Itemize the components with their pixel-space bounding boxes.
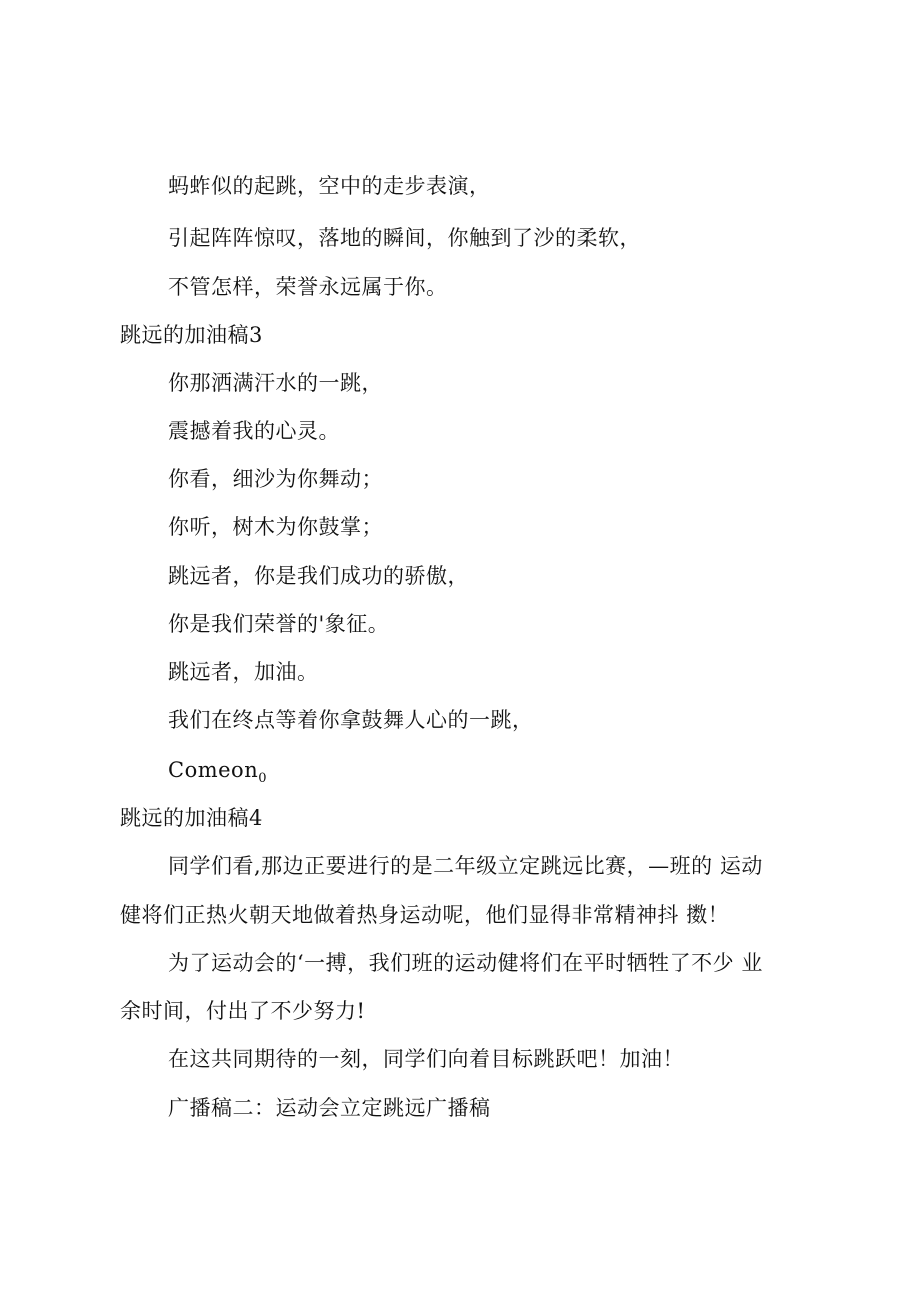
paragraph-line: 余时间，付出了不少努力! <box>120 999 366 1023</box>
poem-line: 你那洒满汗水的一跳， <box>168 371 383 395</box>
poem-line: 震撼着我的心灵。 <box>168 419 340 443</box>
paragraph-line: 广播稿二：运动会立定跳远广播稿 <box>168 1096 491 1120</box>
paragraph-line: 同学们看,那边正要进行的是二年级立定跳远比赛，—班的 运动 <box>168 854 763 878</box>
poem-line: 不管怎样，荣誉永远属于你。 <box>168 275 448 299</box>
paragraph-line: 健将们正热火朝天地做着热身运动呢，他们显得非常精神抖 擞！ <box>120 903 730 927</box>
poem-line: 你看，细沙为你舞动； <box>168 467 383 491</box>
paragraph-line: 在这共同期待的一刻，同学们向着目标跳跃吧！加油！ <box>168 1047 684 1071</box>
comeon-line <box>168 757 267 792</box>
comeon-subscript: 0 <box>258 771 268 786</box>
poem-line: 蚂蚱似的起跳，空中的走步表演， <box>168 174 491 198</box>
comeon-text: Comeon <box>168 758 259 782</box>
section-heading-4: 跳远的加油稿4 <box>120 806 263 830</box>
section-heading-3: 跳远的加油稿3 <box>120 323 263 347</box>
poem-line: 跳远者，你是我们成功的骄傲， <box>168 564 469 588</box>
poem-line: 跳远者，加油。 <box>168 660 319 684</box>
paragraph-line: 为了运动会的‘一搏，我们班的运动健将们在平时牺牲了不少 业 <box>168 951 763 975</box>
poem-line: 你是我们荣誉的'象征。 <box>168 612 390 636</box>
poem-line: 我们在终点等着你拿鼓舞人心的一跳， <box>168 708 534 732</box>
poem-line: 引起阵阵惊叹，落地的瞬间，你触到了沙的柔软， <box>168 226 641 250</box>
poem-line: 你听，树木为你鼓掌； <box>168 515 383 539</box>
